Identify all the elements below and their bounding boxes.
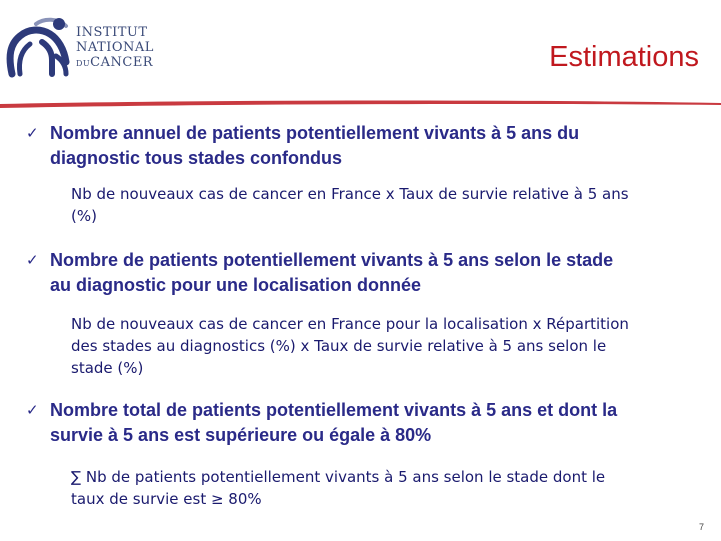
institut-national-du-cancer-logo (6, 16, 154, 78)
item-3-formula-line-2: taux de survie est ≥ 80% (71, 490, 262, 508)
item-1-heading-line-1: Nombre annuel de patients potentiellement vivants à 5 ans du (50, 123, 580, 143)
checkmark-icon: ✓ (26, 124, 39, 142)
logo-text-institut: INSTITUT (76, 25, 148, 40)
item-2-heading-line-1: Nombre de patients potentiellement vivants à 5 ans selon le stade (50, 250, 614, 270)
checkmark-icon: ✓ (26, 251, 39, 269)
item-2-heading-line-2: au diagnostic pour une localisation donnée (50, 275, 422, 295)
item-2-formula-line-1: Nb de nouveaux cas de cancer en France pour la localisation x Répartition (71, 315, 629, 333)
logo-text-du: DU (76, 59, 91, 68)
item-1-heading (26, 121, 721, 171)
item-3-heading (26, 398, 721, 448)
logo-text-national: NATIONAL (76, 40, 154, 55)
slide-title: Estimations (549, 41, 699, 73)
item-1-formula-line-2: (%) (71, 207, 97, 225)
logo-mark-icon (6, 16, 72, 78)
page-number: 7 (698, 522, 704, 532)
item-1-heading-line-2: diagnostic tous stades confondus (50, 148, 343, 168)
item-3-heading-line-1: Nombre total de patients potentiellement vivants à 5 ans et dont la (50, 400, 618, 420)
item-2-formula (71, 313, 711, 379)
header-divider (0, 96, 721, 110)
item-3-heading-line-2: survie à 5 ans est supérieure ou égale à 80% (50, 425, 432, 445)
item-2-formula-line-3: stade (%) (71, 359, 144, 377)
item-3-formula (71, 466, 711, 510)
item-2-formula-line-2: des stades au diagnostics (%) x Taux de survie relative à 5 ans selon le (71, 337, 607, 355)
item-2-heading (26, 248, 721, 298)
item-1-formula-line-1: Nb de nouveaux cas de cancer en France x Taux de survie relative à 5 ans (71, 185, 629, 203)
logo-text-cancer: CANCER (90, 55, 154, 70)
item-3-formula-line-1: ∑ Nb de patients potentiellement vivants à 5 ans selon le stade dont le (71, 468, 606, 486)
item-1-formula (71, 183, 711, 227)
checkmark-icon: ✓ (26, 401, 39, 419)
